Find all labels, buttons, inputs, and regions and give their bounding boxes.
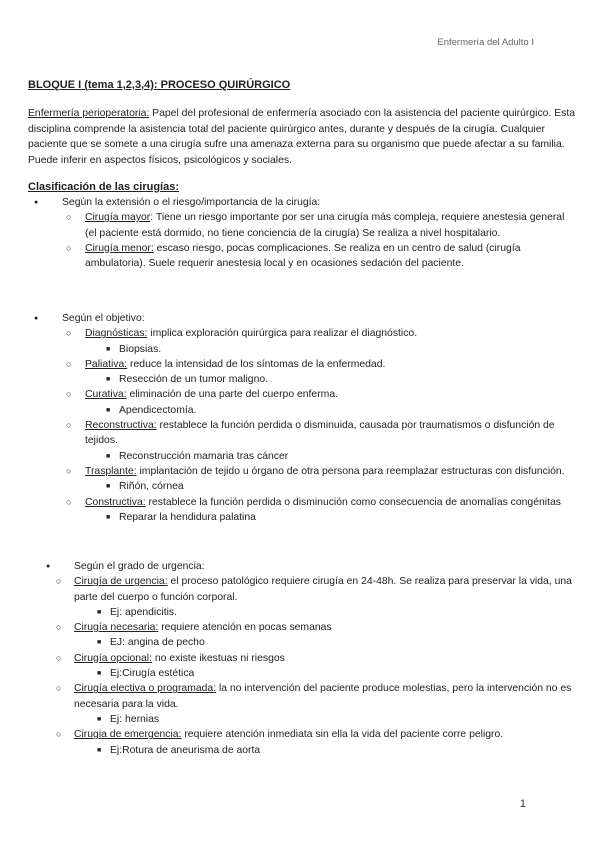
item-text: no existe ikestuas ni riesgos bbox=[151, 652, 285, 664]
item-text: requiere atención inmediata sin ella la vida del paciente corre peligro. bbox=[181, 729, 504, 741]
item-text: restablece la función perdida o disminuida, causada por traumatismos o disfunción de tejidos. bbox=[85, 420, 555, 447]
list-item bbox=[28, 387, 576, 402]
example-item: ■ Reparar la hendidura palatina bbox=[28, 510, 576, 525]
intro-paragraph bbox=[28, 106, 576, 168]
page-number: 1 bbox=[519, 798, 526, 810]
example-item: ■ Ej: apendicitis. bbox=[40, 605, 576, 620]
example-item: ■ Reconstrucción mamaria tras cáncer bbox=[28, 449, 576, 464]
item-text: : Tiene un riesgo importante por ser una cirugía más compleja, requiere anestesia general (el paciente está dormido, no tiene conciencia de la cirugía) Se realiza a nivel hospitalario. bbox=[85, 212, 565, 239]
intro-term: Enfermería perioperatoria: bbox=[28, 108, 150, 119]
item-text: el proceso patológico requiere cirugía en 24-48h. Se realiza para preservar la vida, una parte del cuerpo o función corporal. bbox=[74, 576, 572, 603]
item-term: Paliativa: bbox=[85, 358, 128, 370]
item-term: Curativa: bbox=[85, 389, 127, 401]
section-urgencia bbox=[40, 559, 576, 758]
item-text: requiere atención en pocas semanas bbox=[158, 622, 332, 634]
item-text: eliminación de una parte del cuerpo enferma. bbox=[126, 389, 338, 401]
example-item: ■ Ej: hernias bbox=[40, 712, 576, 727]
page-title: BLOQUE I (tema 1,2,3,4): PROCESO QUIRÚRGICO bbox=[28, 79, 291, 91]
example-item: ■ Ej:Cirugía estética bbox=[40, 666, 576, 681]
list-item bbox=[28, 241, 576, 272]
section-extension bbox=[28, 195, 576, 271]
list-item bbox=[40, 620, 576, 635]
item-text: implica exploración quirúrgica para realizar el diagnóstico. bbox=[147, 328, 418, 340]
example-item: ■ Riñón, córnea bbox=[28, 479, 576, 494]
item-term: Cirugía necesaria: bbox=[74, 622, 159, 634]
list-item bbox=[40, 681, 576, 712]
section-heading: ● Según el objetivo: bbox=[28, 311, 576, 326]
list-item bbox=[28, 464, 576, 479]
list-item bbox=[40, 651, 576, 666]
list-item bbox=[28, 357, 576, 372]
item-text: escaso riesgo, pocas complicaciones. Se realiza en un centro de salud (cirugía ambulatoria). Suele requerir anestesia local y en ocasiones sedación del paciente. bbox=[85, 242, 521, 270]
item-term: Reconstructiva: bbox=[85, 420, 157, 432]
list-item bbox=[40, 727, 576, 742]
classification-title: Clasificación de las cirugías: bbox=[28, 181, 180, 193]
item-term: Cirugía mayor bbox=[85, 212, 151, 224]
example-item: ■ Ej:Rotura de aneurisma de aorta bbox=[40, 743, 576, 758]
list-item bbox=[28, 495, 576, 510]
list-item bbox=[28, 326, 576, 341]
list-item bbox=[28, 210, 576, 241]
item-term: Trasplante: bbox=[85, 465, 137, 477]
item-text: la no intervención del paciente produce molestias, pero la intervención no es necesaria para la vida. bbox=[74, 683, 572, 710]
example-item: ■ Resección de un tumor maligno. bbox=[28, 372, 576, 387]
list-item bbox=[40, 574, 576, 605]
item-term: Cirugía electiva o programada: bbox=[74, 683, 217, 695]
example-item: ■ Apendicectomía. bbox=[28, 403, 576, 418]
section-objetivo bbox=[28, 311, 576, 525]
list-item bbox=[28, 418, 576, 449]
section-heading: ● Según la extensión o el riesgo/importancia de la cirugía: bbox=[28, 195, 576, 210]
intro-text: Papel del profesional de enfermería asociado con la asistencia del paciente quirúrgico. Esta disciplina comprende la asistencia total del paciente quirúrgico antes, durante y después de la cirugía. Cualquier paciente que se somete a una cirugía sufre una amenaza externa para su organismo que puede afectar a su familia. Puede inferir en aspectos físicos, psicológicos y sociales. bbox=[28, 108, 575, 166]
example-item: ■ Biopsias. bbox=[28, 342, 576, 357]
item-text: implantación de tejido u órgano de otra persona para reemplazar estructuras con disfunción. bbox=[136, 465, 565, 477]
item-text: reduce la intensidad de los síntomas de la enfermedad. bbox=[127, 358, 386, 370]
item-term: Diagnósticas: bbox=[85, 328, 148, 340]
item-term: Cirugía opcional: bbox=[74, 652, 152, 664]
item-term: Cirugía menor: bbox=[85, 242, 154, 254]
running-header: Enfermería del Adulto I bbox=[437, 37, 534, 48]
section-heading: ● Según el grado de urgencia: bbox=[40, 559, 576, 574]
item-term: Cirugía de urgencia: bbox=[74, 576, 168, 588]
item-term: Cirugia de emergencia: bbox=[74, 729, 182, 741]
item-term: Constructiva: bbox=[85, 496, 146, 508]
item-text: restablece la función perdida o disminución como consecuencia de anomalías congénitas bbox=[145, 496, 561, 508]
example-item: ■ EJ: angina de pecho bbox=[40, 635, 576, 650]
